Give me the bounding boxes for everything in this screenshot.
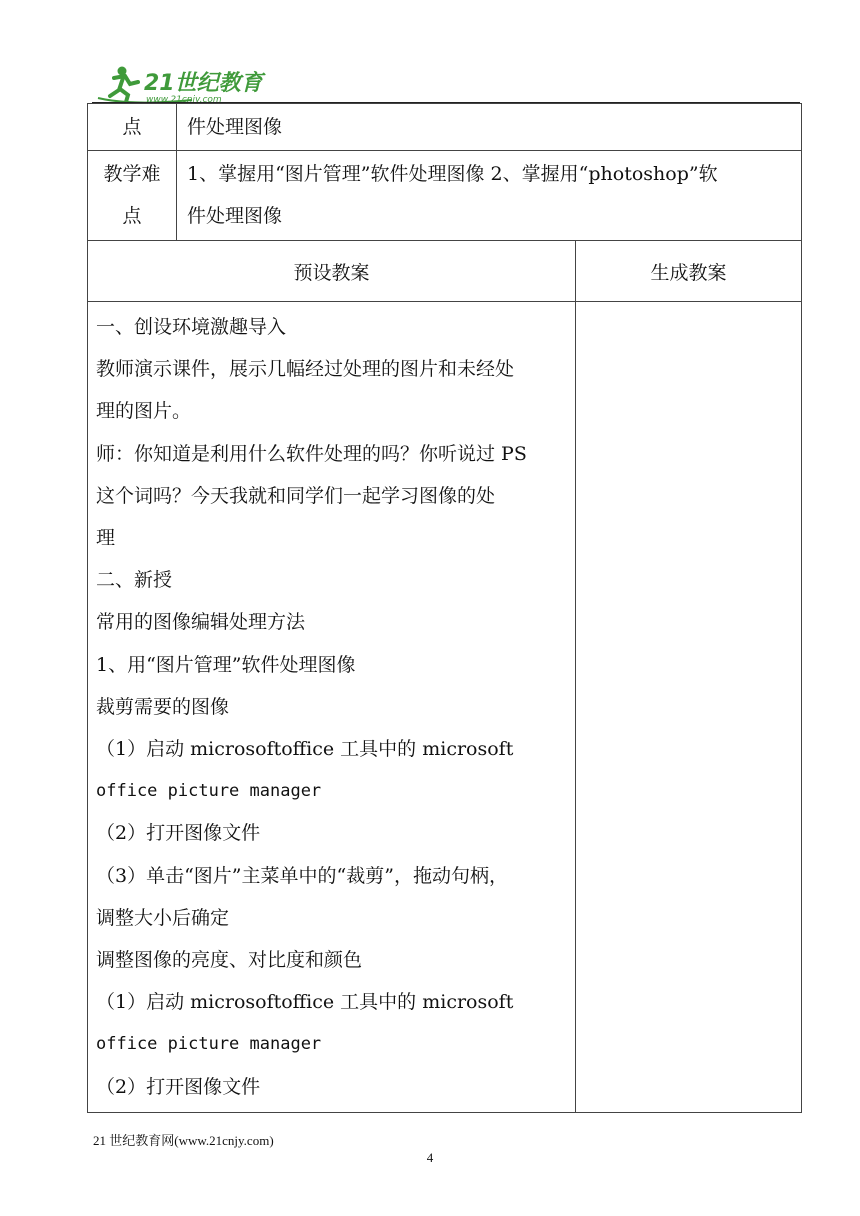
plan-line: 常用的图像编辑处理方法 bbox=[96, 611, 306, 634]
difficulty-content-line: 件处理图像 bbox=[187, 205, 283, 227]
plan-line: （2）打开图像文件 bbox=[96, 1075, 261, 1098]
generated-content-cell bbox=[576, 302, 802, 1113]
page-number: 4 bbox=[426, 1150, 434, 1165]
logo-url: www.21cnjy.com bbox=[146, 95, 222, 105]
table-row bbox=[88, 241, 802, 302]
row-label bbox=[88, 104, 177, 151]
plan-line: （1）启动 microsoftoffice 工具中的 microsoft bbox=[96, 991, 514, 1014]
plan-line: 理的图片。 bbox=[96, 400, 192, 423]
plan-line: office picture manager bbox=[96, 781, 322, 802]
site-logo bbox=[92, 62, 292, 106]
table-row bbox=[88, 151, 802, 241]
plan-line: 裁剪需要的图像 bbox=[96, 695, 230, 718]
plan-content-cell bbox=[88, 302, 576, 1113]
logo-text: 21世纪教育 bbox=[144, 71, 263, 96]
plan-line: 这个词吗？今天我就和同学们一起学习图像的处 bbox=[96, 484, 496, 507]
row-label-text: 点 bbox=[122, 116, 142, 138]
plan-line: 调整图像的亮度、对比度和颜色 bbox=[96, 949, 363, 972]
plan-lines bbox=[96, 306, 569, 1108]
plan-line: （2）打开图像文件 bbox=[96, 822, 261, 845]
plan-line: 师：你知道是利用什么软件处理的吗？你听说过 PS bbox=[96, 442, 527, 465]
plan-column-header: 预设教案 bbox=[88, 241, 576, 302]
plan-line: 教师演示课件，展示几幅经过处理的图片和未经处 bbox=[96, 358, 515, 381]
plan-line: （1）启动 microsoftoffice 工具中的 microsoft bbox=[96, 738, 514, 761]
table-row bbox=[88, 104, 802, 151]
plan-line: 1、用“图片管理”软件处理图像 bbox=[96, 653, 356, 676]
difficulty-label-line: 教学难 bbox=[103, 163, 161, 185]
lesson-plan-table bbox=[87, 103, 802, 1113]
plan-line: 调整大小后确定 bbox=[96, 906, 230, 929]
plan-line: 理 bbox=[96, 527, 116, 550]
row-content bbox=[177, 104, 802, 151]
plan-line: office picture manager bbox=[96, 1034, 322, 1055]
difficulty-label bbox=[88, 151, 177, 241]
plan-line: 二、新授 bbox=[96, 569, 173, 592]
difficulty-content-line: 1、掌握用“图片管理”软件处理图像 2、掌握用“photoshop”软 bbox=[187, 163, 718, 185]
plan-line: （3）单击“图片”主菜单中的“裁剪”，拖动句柄， bbox=[96, 864, 508, 887]
difficulty-label-line: 点 bbox=[122, 205, 142, 227]
row-content-text: 件处理图像 bbox=[187, 116, 283, 138]
table-row bbox=[88, 302, 802, 1113]
generated-column-header: 生成教案 bbox=[576, 241, 802, 302]
footer-site: 21 世纪教育网(www.21cnjy.com) bbox=[93, 1133, 274, 1148]
difficulty-content bbox=[177, 151, 802, 241]
plan-line: 一、创设环境激趣导入 bbox=[96, 316, 287, 338]
